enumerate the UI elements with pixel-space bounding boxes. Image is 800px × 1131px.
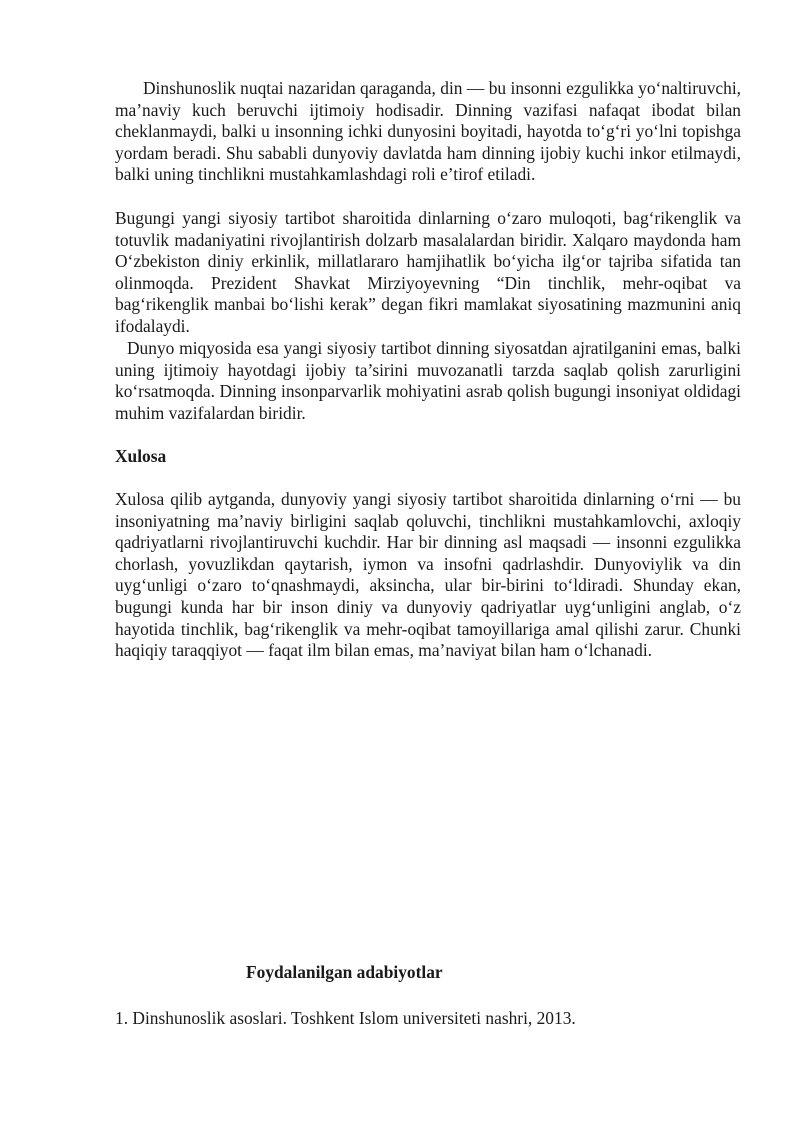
reference-item: 1. Dinshunoslik asoslari. Toshkent Islom universiteti nashri, 2013. — [115, 1008, 576, 1028]
body-paragraph: Dinshunoslik nuqtai nazaridan qaraganda, din — bu insonni ezgulikka yo‘naltiruvchi, ma’naviy kuch beruvchi ijtimoiy hodisadir. Dinning vazifasi nafaqat ibodat bilan cheklanmaydi, balki u insonning ichki dunyosini boyitadi, hayotda to‘g‘ri yo‘lni topishga yordam beradi. Shu sababli dunyoviy davlatda ham dinning ijobiy kuchi inkor etilmaydi, balki uning tinchlikni mustahkamlashdagi roli e’tirof etiladi. — [115, 78, 741, 185]
body-paragraph: Bugungi yangi siyosiy tartibot sharoitida dinlarning o‘zaro muloqoti, bag‘rikenglik va totuvlik madaniyatini rivojlantirish dolzarb masalalardan biridir. Xalqaro maydonda ham O‘zbekiston diniy erkinlik, millatlararo hamjihatlik bo‘yicha ilg‘or tajriba sifatida tan olinmoqda. Prezident Shavkat Mirziyoyevning “Din tinchlik, mehr-oqibat va bag‘rikenglik manbai bo‘lishi kerak” degan fikri mamlakat siyosatining mazmunini aniq ifodalaydi. — [115, 208, 741, 336]
conclusion-paragraph: Xulosa qilib aytganda, dunyoviy yangi siyosiy tartibot sharoitida dinlarning o‘rni — bu insoniyatning ma’naviy birligini saqlab qoluvchi, tinchlikni mustahkamlovchi, axloqiy qadriyatlarni rivojlantiruvchi kuchdir. Har bir dinning asl maqsadi — insonni ezgulikka chorlash, yovuzlikdan qaytarish, iymon va insofni qadrlashdir. Dunyoviylik va din uyg‘unligi o‘zaro to‘qnashmaydi, aksincha, ular bir-birini to‘ldiradi. Shunday ekan, bugungi kunda har bir inson diniy va dunyoviy qadriyatlar uyg‘unligini anglab, o‘z hayotida tinchlik, bag‘rikenglik va mehr-oqibat tamoyillariga amal qilishi zarur. Chunki haqiqiy taraqqiyot — faqat ilm bilan emas, ma’naviyat bilan ham o‘lchanadi. — [115, 489, 741, 661]
conclusion-heading: Xulosa — [115, 446, 167, 466]
body-paragraph: Dunyo miqyosida esa yangi siyosiy tartibot dinning siyosatdan ajratilganini emas, balki uning ijtimoiy hayotdagi ijobiy ta’sirini muvozanatli tarzda saqlab qolish zarurligini ko‘rsatmoqda. Dinning insonparvarlik mohiyatini asrab qolish bugungi insoniyat oldidagi muhim vazifalardan biridir. — [115, 338, 741, 423]
references-list — [115, 1008, 741, 1030]
references-heading: Foydalanilgan adabiyotlar — [246, 962, 443, 982]
